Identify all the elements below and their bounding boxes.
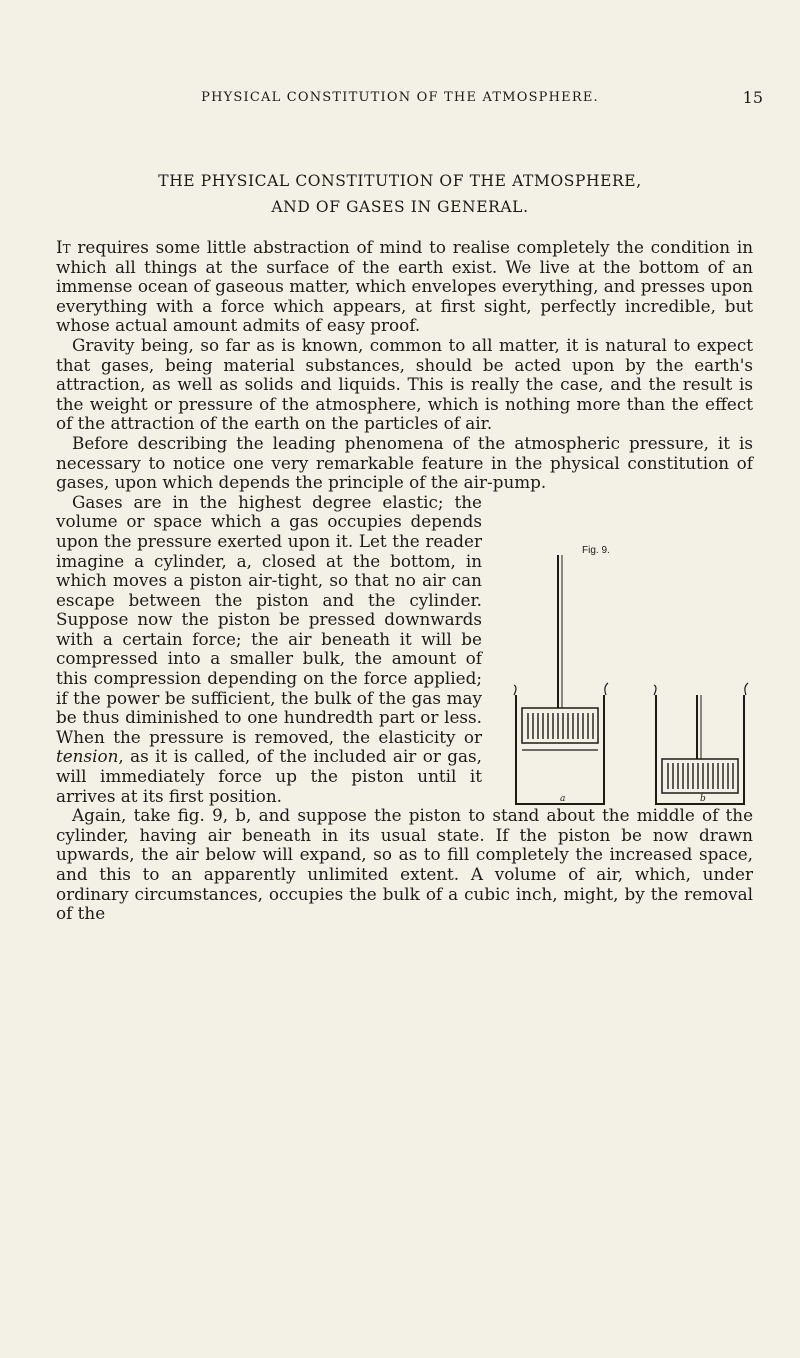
figure-9-letter-a: a: [560, 793, 566, 804]
paragraph-2: Gravity being, so far as is known, common to all matter, it is natural to expect that gases, being material substances, should be acted upon by the earth's attraction, as well as solids and liquids. This is really the case, and the result is the weight or pressure of the atmosphere, which is nothing more than the effect of the attraction of the earth on the particles of air.: [56, 334, 753, 434]
body-text: [56, 238, 753, 924]
running-head: PHYSICAL CONSTITUTION OF THE ATMOSPHERE.: [201, 90, 599, 105]
paragraph-1-lead: It: [56, 237, 71, 257]
paragraph-1-text: requires some little abstraction of mind to realise completely the condition in which all things at the surface of the earth exist. We live at the bottom of an immense ocean of gaseous matter, which envelopes everything, and presses upon everything with a force which appears, at first sight, perfectly incredible, but whose actual amount admits of easy proof.: [56, 237, 753, 336]
paragraph-4-italic: tension: [56, 746, 119, 767]
paragraph-5: Again, take fig. 9, b, and suppose the piston to stand about the middle of the cylinder, having air beneath in its usual state. If the piston be now drawn upwards, the air below will expand, so as to fill completely the increased space, and this to an apparently unlimited extent. A volume of air, which, under ordinary circumstances, occupies the bulk of a cubic inch, might, by the removal of the: [56, 805, 753, 924]
figure-9-letter-b: b: [700, 793, 706, 804]
paragraph-4-end: , as it is called, of the included air or gas, will immediately force up the piston until it arrives at its first position.: [56, 746, 482, 806]
paragraph-4: [56, 493, 753, 807]
page-number: 15: [742, 88, 763, 107]
paragraph-3: Before describing the leading phenomena of the atmospheric pressure, it is necessary to notice one very remarkable feature in the physical constitution of gases, upon which depends the principle of the air-pump.: [56, 432, 753, 493]
cylinder-a: [514, 555, 608, 805]
cylinder-b: [654, 683, 748, 805]
figure-9-label: Fig. 9.: [582, 544, 610, 556]
chapter-title-line-2: AND OF GASES IN GENERAL.: [271, 198, 529, 216]
figure-9-drawing: [496, 535, 761, 805]
figure-9: [496, 535, 761, 805]
chapter-title-line-1: THE PHYSICAL CONSTITUTION OF THE ATMOSPHERE,: [158, 172, 642, 190]
paragraph-1: [56, 238, 753, 336]
paragraph-4-text: Gases are in the highest degree elastic; the volume or space which a gas occupies depends upon the pressure exerted upon it. Let the reader imagine a cylinder, a, closed at the bottom, in which moves a piston air-tight, so that no air can escape between the piston and the cylinder. Suppose now the piston be pressed downwards with a certain force; the air beneath it will be compressed into a smaller bulk, the amount of this compression depending on the force applied; if the power be sufficient, the bulk of the gas may be thus diminished to one hundredth part or less. When the pressure is removed, the elasticity or: [56, 491, 482, 747]
